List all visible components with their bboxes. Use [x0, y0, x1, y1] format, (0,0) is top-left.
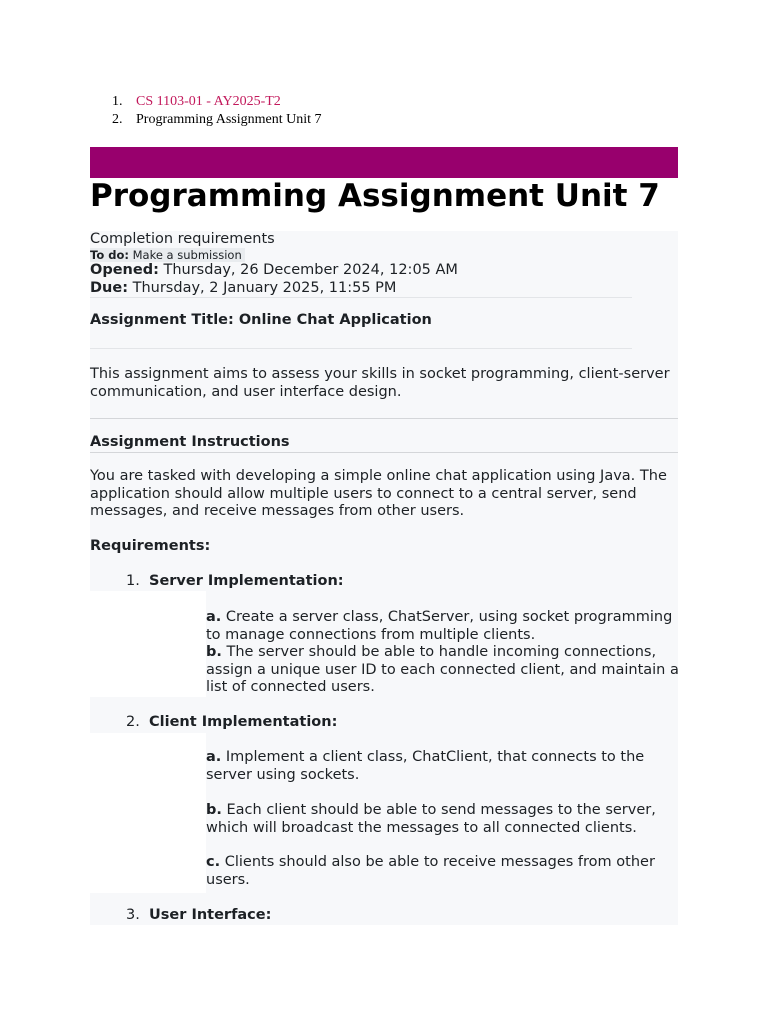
due-date: [90, 280, 458, 298]
instructions-heading: Assignment Instructions: [90, 434, 290, 450]
detail-text: Clients should also be able to receive messages from other users.: [206, 854, 655, 888]
todo-label: To do:: [90, 248, 129, 262]
detail-label: a.: [206, 749, 222, 765]
requirement-item: [126, 573, 344, 591]
assignment-title: Assignment Title: Online Chat Application: [90, 312, 432, 328]
detail-text: Implement a client class, ChatClient, that connects to the server using sockets.: [206, 749, 645, 783]
detail-label: b.: [206, 644, 222, 660]
divider: [90, 348, 632, 349]
detail-label: c.: [206, 854, 221, 870]
requirement-title: Client Implementation:: [149, 714, 338, 730]
todo-badge: [90, 248, 245, 262]
requirement-item: [126, 907, 271, 925]
opened-date: [90, 262, 458, 280]
divider: [90, 418, 678, 419]
requirement-title: User Interface:: [149, 907, 272, 923]
assignment-dates: [90, 262, 458, 297]
assignment-content: [90, 231, 678, 925]
requirement-item: [126, 714, 337, 732]
breadcrumb: [112, 93, 322, 129]
page-title: Programming Assignment Unit 7: [90, 178, 660, 214]
todo-value: Make a submission: [132, 248, 242, 262]
requirements-heading: Requirements:: [90, 538, 211, 554]
requirement-number: 1.: [126, 573, 140, 589]
requirement-number: 2.: [126, 714, 140, 730]
breadcrumb-number: 2.: [112, 112, 123, 127]
opened-label: Opened:: [90, 262, 159, 278]
breadcrumb-item-course: [112, 93, 322, 111]
detail-text: Create a server class, ChatServer, using socket programming to manage connections from multiple clients.: [206, 609, 673, 643]
divider: [90, 452, 678, 453]
requirement-detail: [206, 644, 680, 697]
breadcrumb-link-course[interactable]: CS 1103-01 - AY2025-T2: [136, 94, 281, 109]
divider: [90, 297, 632, 298]
requirement-detail: [206, 609, 680, 644]
due-label: Due:: [90, 279, 128, 296]
requirement-detail: [206, 854, 680, 889]
breadcrumb-number: 1.: [112, 94, 123, 109]
assignment-intro: This assignment aims to assess your skills in socket programming, client-server communication, and user interface design.: [90, 366, 670, 400]
detail-label: a.: [206, 609, 222, 625]
breadcrumb-item-current: [112, 111, 322, 129]
breadcrumb-current-page: Programming Assignment Unit 7: [136, 112, 322, 127]
requirement-number: 3.: [126, 907, 140, 923]
due-value: Thursday, 2 January 2025, 11:55 PM: [132, 279, 397, 296]
requirement-detail: [206, 749, 680, 784]
opened-value: Thursday, 26 December 2024, 12:05 AM: [163, 262, 458, 278]
detail-text: The server should be able to handle incoming connections, assign a unique user ID to each connected client, and maintain a list of connected users.: [206, 644, 679, 695]
indent-gap: [90, 591, 206, 697]
requirement-title: Server Implementation:: [149, 573, 344, 589]
instructions-text: You are tasked with developing a simple online chat application using Java. The application should allow multiple users to connect to a central server, send messages, and receive messages from other users.: [90, 468, 667, 519]
indent-gap: [90, 733, 206, 893]
completion-heading: Completion requirements: [90, 231, 275, 247]
detail-text: Each client should be able to send messages to the server, which will broadcast the messages to all connected clients.: [206, 802, 656, 836]
requirement-detail: [206, 802, 680, 837]
detail-label: b.: [206, 802, 222, 818]
